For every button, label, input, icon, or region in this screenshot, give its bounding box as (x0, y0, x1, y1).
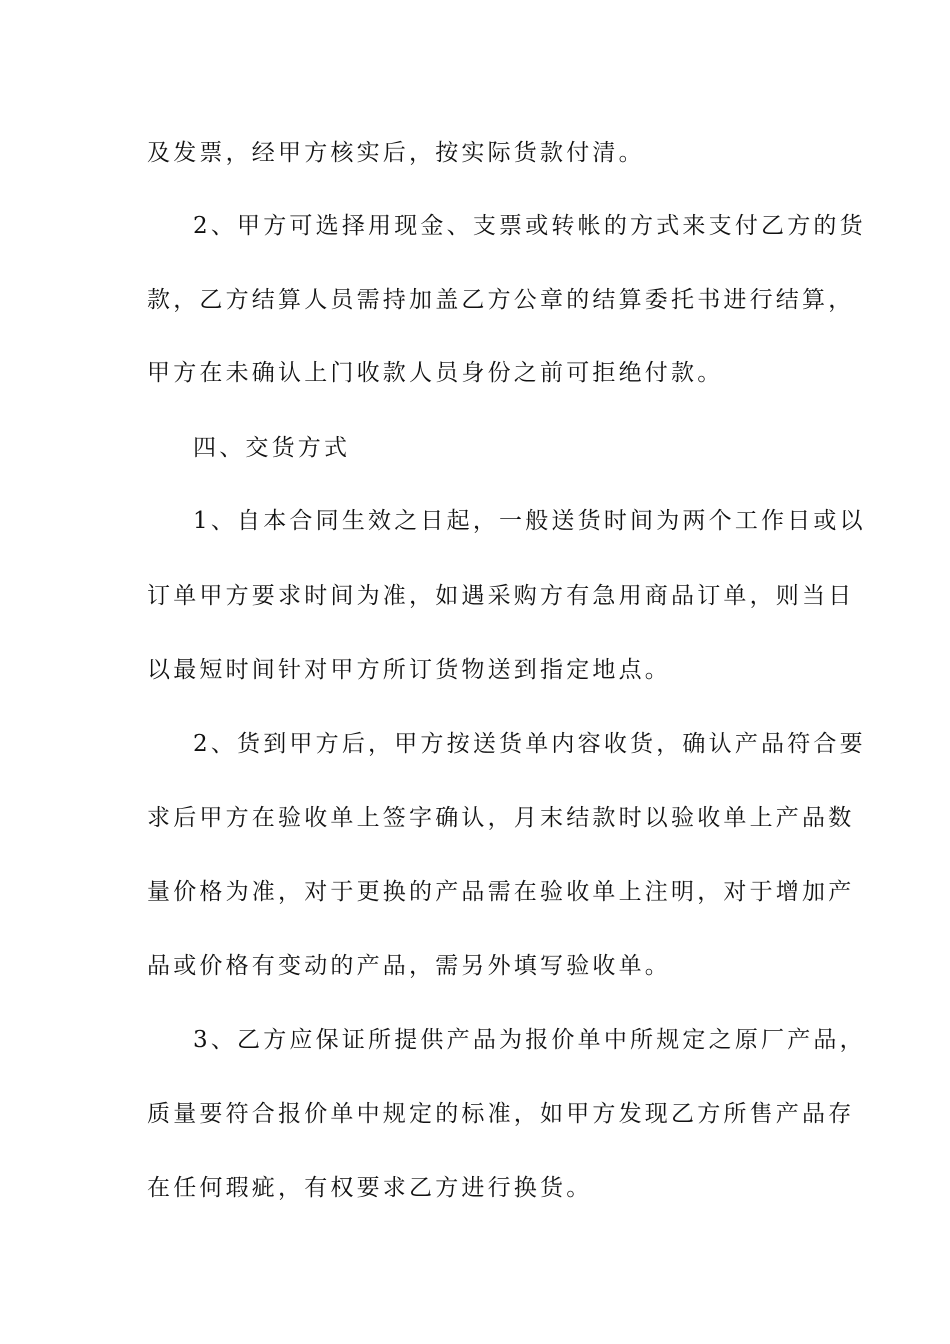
text-line: 甲方在未确认上门收款人员身份之前可拒绝付款。 (147, 360, 724, 386)
text-line: 及发票，经甲方核实后，按实际货款付清。 (147, 140, 645, 166)
text-line: 以最短时间针对甲方所订货物送到指定地点。 (147, 657, 671, 683)
paragraph-2-line: 2、货到甲方后，甲方按送货单内容收货，确认产品符合要 (193, 731, 866, 757)
section-heading: 四、交货方式 (193, 435, 351, 461)
paragraph-3-line: 3、乙方应保证所提供产品为报价单中所规定之原厂产品， (193, 1027, 866, 1053)
paragraph-1-line: 1、自本合同生效之日起，一般送货时间为两个工作日或以 (193, 508, 866, 534)
text-line: 求后甲方在验收单上签字确认，月末结款时以验收单上产品数 (147, 805, 855, 831)
text-line: 款，乙方结算人员需持加盖乙方公章的结算委托书进行结算， (147, 287, 855, 313)
text-line: 在任何瑕疵，有权要求乙方进行换货。 (147, 1175, 593, 1201)
text-line: 量价格为准，对于更换的产品需在验收单上注明，对于增加产 (147, 879, 855, 905)
text-line: 品或价格有变动的产品，需另外填写验收单。 (147, 953, 671, 979)
text-line: 质量要符合报价单中规定的标准，如甲方发现乙方所售产品存 (147, 1101, 855, 1127)
paragraph-2-line: 2、甲方可选择用现金、支票或转帐的方式来支付乙方的货 (193, 213, 866, 239)
text-line: 订单甲方要求时间为准，如遇采购方有急用商品订单，则当日 (147, 583, 855, 609)
